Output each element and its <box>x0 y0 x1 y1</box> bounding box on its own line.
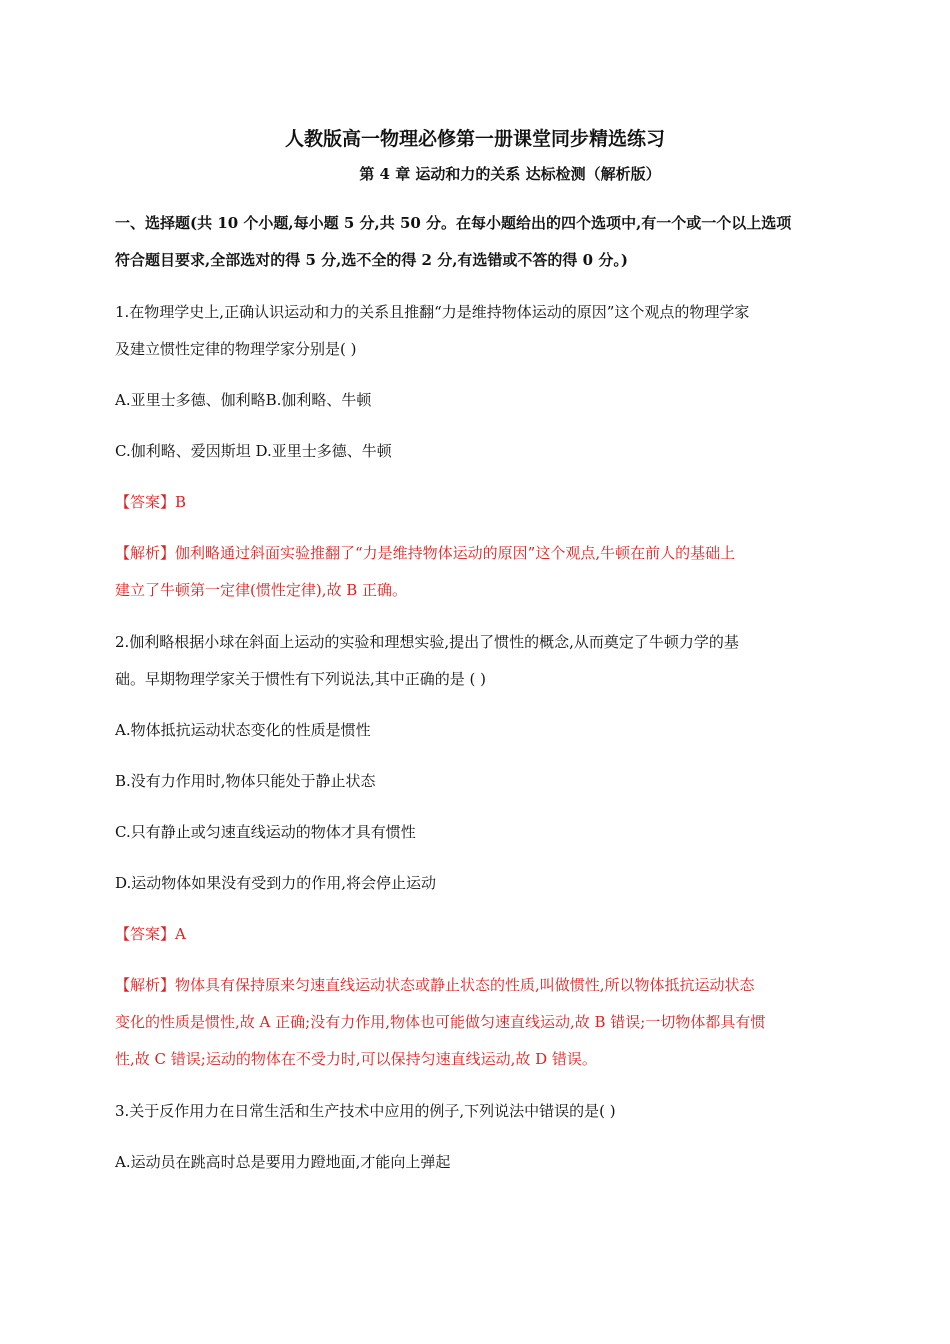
q1-option-ab: A.亚里士多德、伽利略B.伽利略、牛顿 <box>115 391 372 409</box>
section-line-1: 一、选择题(共 10 个小题,每小题 5 分,共 50 分。在每小题给出的四个选项中,有一个或一个以上选项 <box>115 214 792 232</box>
explanation-tag: 【解析】 <box>115 544 176 562</box>
q2-answer <box>115 916 840 953</box>
q1-option-cd: C.伽利略、爱因斯坦 D.亚里士多德、牛顿 <box>115 442 392 460</box>
q1-explanation <box>115 535 840 609</box>
q2-line-1: 2.伽利略根据小球在斜面上运动的实验和理想实验,提出了惯性的概念,从而奠定了牛顿力学的基 <box>115 633 739 651</box>
q2-line-2: 础。早期物理学家关于惯性有下列说法,其中正确的是 ( ) <box>115 670 487 688</box>
q2-jx-line-2: 变化的性质是惯性,故 A 正确;没有力作用,物体也可能做匀速直线运动,故 B 错误;一切物体都具有惯 <box>115 1013 766 1031</box>
q1-answer <box>115 484 840 521</box>
question-2-stem <box>115 624 840 698</box>
q2-option-c: C.只有静止或匀速直线运动的物体才具有惯性 <box>115 823 416 841</box>
section-line-2: 符合题目要求,全部选对的得 5 分,选不全的得 2 分,有选错或不答的得 0 分。) <box>115 251 628 269</box>
answer-tag: 【答案】 <box>115 493 176 511</box>
q3-option-a: A.运动员在跳高时总是要用力蹬地面,才能向上弹起 <box>115 1153 451 1171</box>
question-3-stem: 3.关于反作用力在日常生活和生产技术中应用的例子,下列说法中错误的是( ) <box>115 1102 616 1120</box>
q2-jx-line-1: 物体具有保持原来匀速直线运动状态或静止状态的性质,叫做惯性,所以物体抵抗运动状态 <box>175 976 755 994</box>
q1-jx-line-1: 伽利略通过斜面实验推翻了“力是维持物体运动的原因”这个观点,牛顿在前人的基础上 <box>175 544 736 562</box>
q2-explanation <box>115 967 840 1078</box>
chapter-subtitle: 第 4 章 运动和力的关系 达标检测（解析版） <box>359 165 661 183</box>
q2-option-b: B.没有力作用时,物体只能处于静止状态 <box>115 772 376 790</box>
q2-option-d: D.运动物体如果没有受到力的作用,将会停止运动 <box>115 874 437 892</box>
q1-line-1: 1.在物理学史上,正确认识运动和力的关系且推翻“力是维持物体运动的原因”这个观点的物理学家 <box>115 303 750 321</box>
answer-tag: 【答案】 <box>115 925 176 943</box>
answer-value: B <box>175 493 187 511</box>
question-1-stem <box>115 294 840 368</box>
q1-jx-line-2: 建立了牛顿第一定律(惯性定律),故 B 正确。 <box>115 581 408 599</box>
section-instructions <box>115 205 840 279</box>
q1-line-2: 及建立惯性定律的物理学家分别是( ) <box>115 340 357 358</box>
explanation-tag: 【解析】 <box>115 976 176 994</box>
answer-value: A <box>175 925 186 943</box>
document-title: 人教版高一物理必修第一册课堂同步精选练习 <box>284 128 665 150</box>
q2-jx-line-3: 性,故 C 错误;运动的物体在不受力时,可以保持匀速直线运动,故 D 错误。 <box>115 1050 597 1068</box>
q2-option-a: A.物体抵抗运动状态变化的性质是惯性 <box>115 721 371 739</box>
